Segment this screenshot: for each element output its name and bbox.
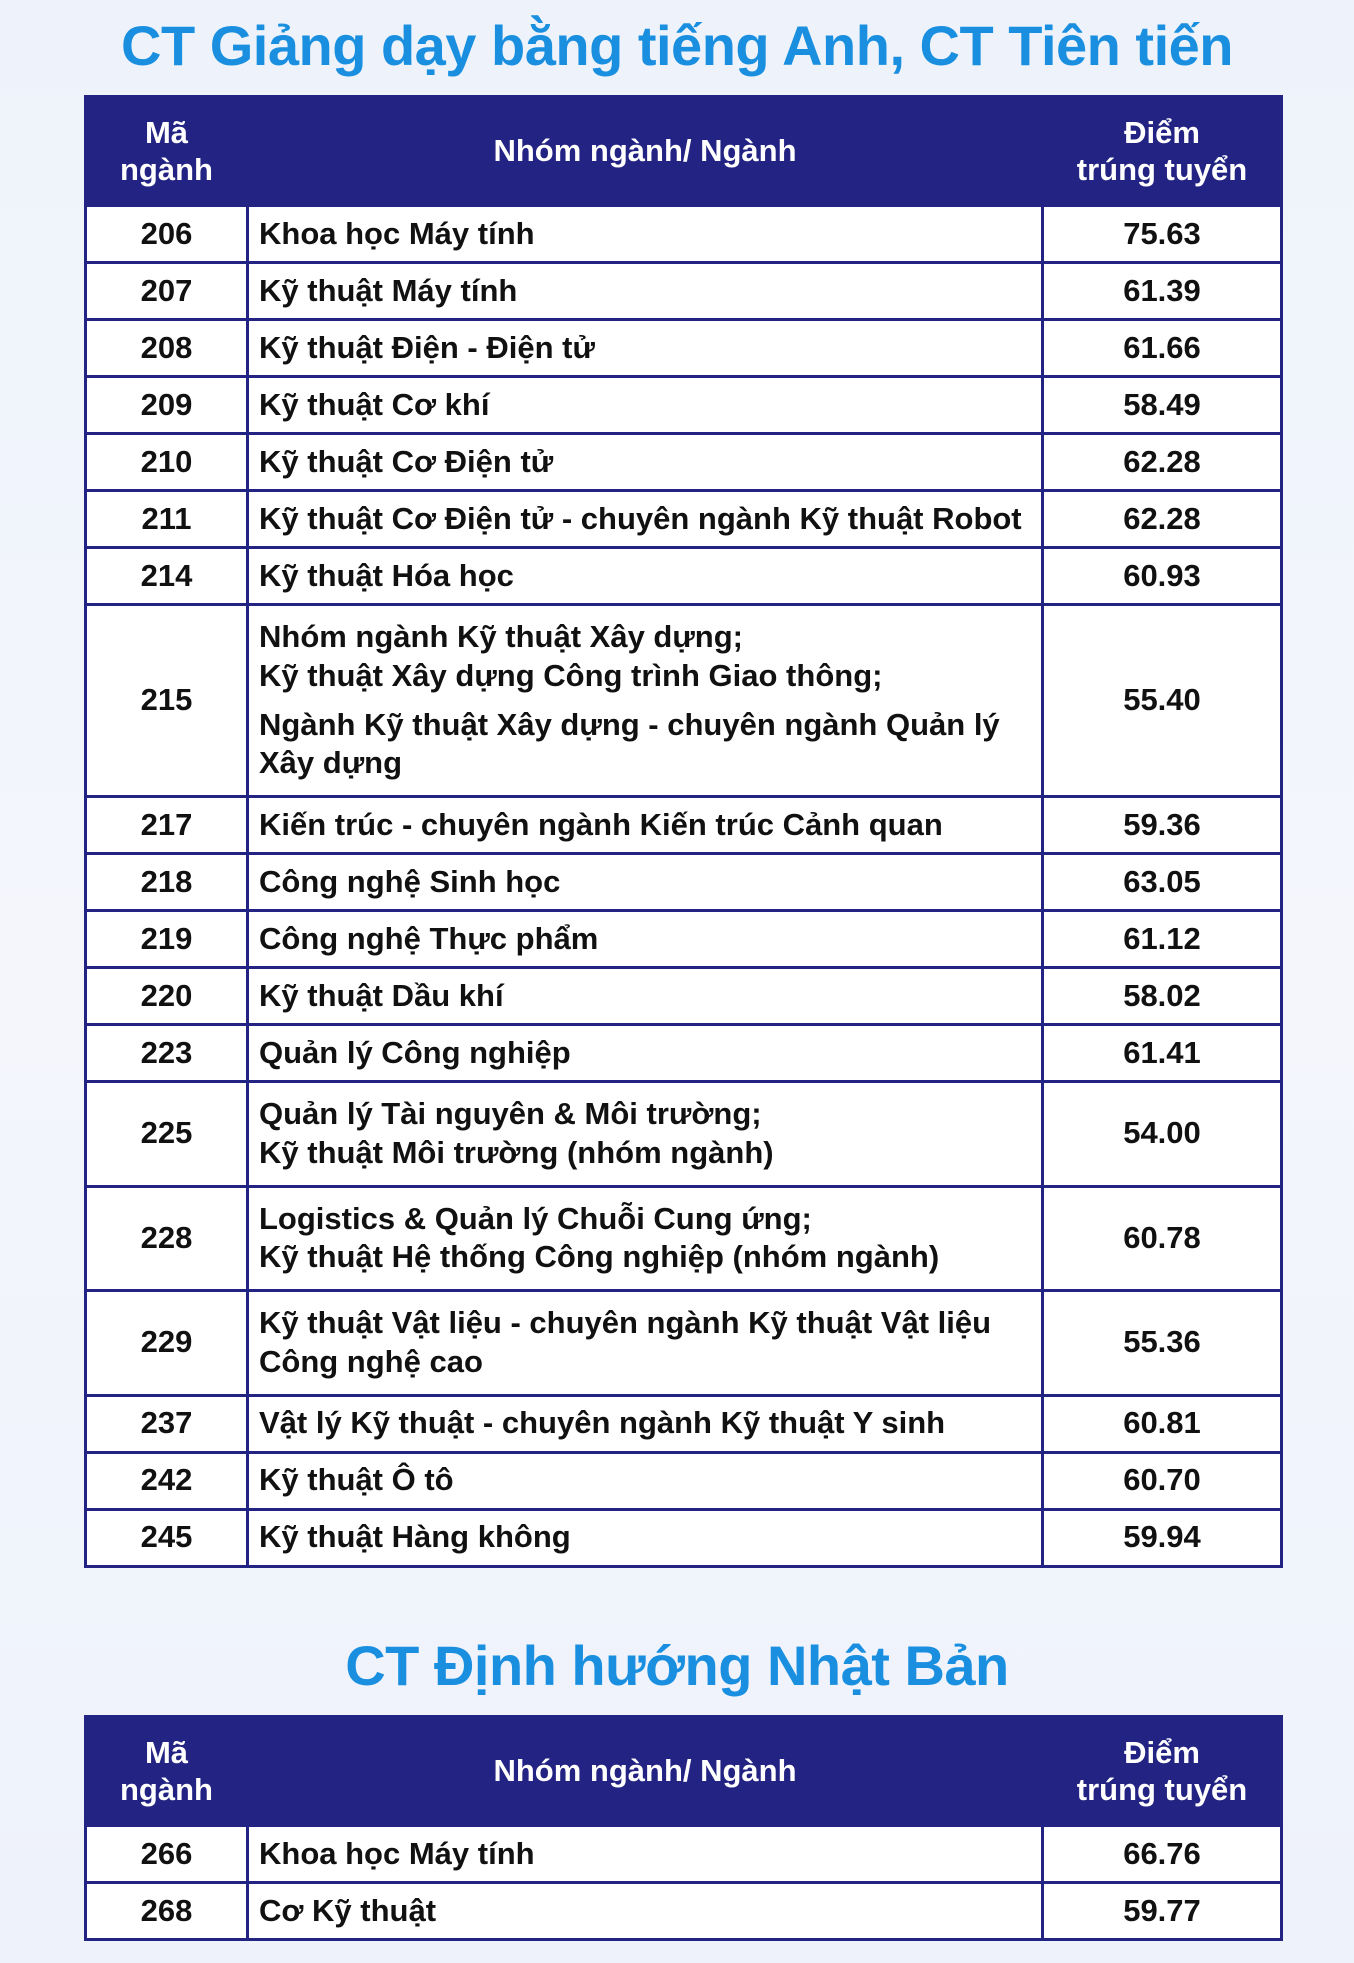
major-code: 211 bbox=[86, 491, 248, 548]
major-code: 214 bbox=[86, 548, 248, 605]
major-code: 209 bbox=[86, 377, 248, 434]
major-code: 223 bbox=[86, 1025, 248, 1082]
major-name-line: Công nghệ Thực phẩm bbox=[259, 920, 599, 956]
major-name bbox=[248, 1025, 1043, 1082]
major-name-line: Công nghệ cao bbox=[259, 1343, 483, 1379]
major-name bbox=[248, 1291, 1043, 1396]
major-name bbox=[248, 1395, 1043, 1452]
table-row bbox=[86, 206, 1282, 263]
header-score: Điểm trúng tuyển bbox=[1043, 1717, 1282, 1826]
table-row bbox=[86, 1291, 1282, 1396]
major-name-line: Kỹ thuật Vật liệu - chuyên ngành Kỹ thuật Vật liệu bbox=[259, 1305, 992, 1340]
major-name-line: Ngành Kỹ thuật Xây dựng - chuyên ngành Quản lý bbox=[259, 706, 1000, 742]
major-name bbox=[248, 854, 1043, 911]
table-header-row bbox=[86, 97, 1282, 206]
admission-score: 61.12 bbox=[1043, 911, 1282, 968]
admission-score: 61.66 bbox=[1043, 320, 1282, 377]
major-name-line: Quản lý Công nghiệp bbox=[259, 1034, 571, 1070]
major-name-line: Kỹ thuật Máy tính bbox=[259, 272, 518, 308]
header-score: Điểm trúng tuyển bbox=[1043, 97, 1282, 206]
major-name-line: Vật lý Kỹ thuật - chuyên ngành Kỹ thuật Y sinh bbox=[259, 1405, 946, 1441]
admission-score: 60.93 bbox=[1043, 548, 1282, 605]
admission-score: 62.28 bbox=[1043, 434, 1282, 491]
major-name bbox=[248, 206, 1043, 263]
table-row bbox=[86, 1186, 1282, 1291]
table-row bbox=[86, 1883, 1282, 1940]
admission-score: 59.77 bbox=[1043, 1883, 1282, 1940]
admission-score: 60.81 bbox=[1043, 1395, 1282, 1452]
admission-score: 54.00 bbox=[1043, 1082, 1282, 1187]
section-title-japan-oriented: CT Định hướng Nhật Bản bbox=[345, 1634, 1009, 1697]
table-row bbox=[86, 263, 1282, 320]
major-code: 242 bbox=[86, 1452, 248, 1509]
major-name-line: Nhóm ngành Kỹ thuật Xây dựng; bbox=[259, 619, 743, 654]
major-name bbox=[248, 1082, 1043, 1187]
table-body bbox=[86, 206, 1282, 1567]
major-code: 225 bbox=[86, 1082, 248, 1187]
table-header-row bbox=[86, 1717, 1282, 1826]
major-name-line: Kỹ thuật Cơ Điện tử bbox=[259, 443, 554, 479]
table-row bbox=[86, 968, 1282, 1025]
major-code: 206 bbox=[86, 206, 248, 263]
header-code: Mã ngành bbox=[86, 97, 248, 206]
major-name bbox=[248, 377, 1043, 434]
major-name-line: Khoa học Máy tính bbox=[259, 1835, 535, 1871]
table-row bbox=[86, 1395, 1282, 1452]
header-major: Nhóm ngành/ Ngành bbox=[248, 97, 1043, 206]
major-code: 218 bbox=[86, 854, 248, 911]
table-row bbox=[86, 1826, 1282, 1883]
major-name-line: Kỹ thuật Dầu khí bbox=[259, 977, 504, 1013]
major-code: 219 bbox=[86, 911, 248, 968]
major-name-line: Kỹ thuật Hàng không bbox=[259, 1519, 571, 1555]
major-name-line: Xây dựng bbox=[259, 745, 403, 781]
admission-score: 66.76 bbox=[1043, 1826, 1282, 1883]
admission-score: 60.78 bbox=[1043, 1186, 1282, 1291]
major-name-line: Kỹ thuật Cơ khí bbox=[259, 386, 490, 422]
table-row bbox=[86, 1452, 1282, 1509]
table-row bbox=[86, 605, 1282, 797]
table-row bbox=[86, 854, 1282, 911]
major-name bbox=[248, 911, 1043, 968]
admission-score: 55.36 bbox=[1043, 1291, 1282, 1396]
major-code: 228 bbox=[86, 1186, 248, 1291]
admission-scores-table-advanced bbox=[84, 95, 1283, 1568]
major-name-line: Kỹ thuật Hóa học bbox=[259, 557, 514, 593]
major-code: 266 bbox=[86, 1826, 248, 1883]
admission-score: 62.28 bbox=[1043, 491, 1282, 548]
major-code: 208 bbox=[86, 320, 248, 377]
major-name bbox=[248, 605, 1043, 797]
major-name-line: Kiến trúc - chuyên ngành Kiến trúc Cảnh quan bbox=[259, 806, 943, 842]
major-code: 237 bbox=[86, 1395, 248, 1452]
header-code: Mã ngành bbox=[86, 1717, 248, 1826]
major-name-line: Kỹ thuật Điện - Điện tử bbox=[259, 329, 595, 365]
major-code: 210 bbox=[86, 434, 248, 491]
major-code: 220 bbox=[86, 968, 248, 1025]
table-row bbox=[86, 911, 1282, 968]
major-name bbox=[248, 1509, 1043, 1566]
major-name bbox=[248, 491, 1043, 548]
major-code: 217 bbox=[86, 797, 248, 854]
major-name-line: Kỹ thuật Ô tô bbox=[259, 1462, 454, 1498]
admission-score: 55.40 bbox=[1043, 605, 1282, 797]
admission-score: 61.39 bbox=[1043, 263, 1282, 320]
table-row bbox=[86, 377, 1282, 434]
major-name bbox=[248, 434, 1043, 491]
major-code: 229 bbox=[86, 1291, 248, 1396]
admission-scores-table-japan bbox=[84, 1715, 1283, 1941]
major-code: 245 bbox=[86, 1509, 248, 1566]
major-name bbox=[248, 1186, 1043, 1291]
header-major: Nhóm ngành/ Ngành bbox=[248, 1717, 1043, 1826]
table-row bbox=[86, 1025, 1282, 1082]
major-name-line: Kỹ thuật Hệ thống Công nghiệp (nhóm ngành) bbox=[259, 1239, 940, 1275]
section-title-advanced-programs: CT Giảng dạy bằng tiếng Anh, CT Tiên tiến bbox=[121, 14, 1233, 77]
major-name bbox=[248, 263, 1043, 320]
table-row bbox=[86, 797, 1282, 854]
table-body bbox=[86, 1826, 1282, 1940]
major-name bbox=[248, 797, 1043, 854]
table-row bbox=[86, 491, 1282, 548]
major-name-line: Quản lý Tài nguyên & Môi trường; bbox=[259, 1096, 762, 1131]
major-name bbox=[248, 968, 1043, 1025]
major-name bbox=[248, 1452, 1043, 1509]
admission-score: 75.63 bbox=[1043, 206, 1282, 263]
table-row bbox=[86, 1082, 1282, 1187]
admission-score: 61.41 bbox=[1043, 1025, 1282, 1082]
table-row bbox=[86, 548, 1282, 605]
admission-score: 58.49 bbox=[1043, 377, 1282, 434]
major-name-line: Kỹ thuật Môi trường (nhóm ngành) bbox=[259, 1134, 774, 1170]
major-code: 207 bbox=[86, 263, 248, 320]
major-name-line: Công nghệ Sinh học bbox=[259, 863, 561, 899]
admission-score: 59.94 bbox=[1043, 1509, 1282, 1566]
major-name-line: Logistics & Quản lý Chuỗi Cung ứng; bbox=[259, 1200, 812, 1236]
major-name bbox=[248, 1883, 1043, 1940]
table-row bbox=[86, 320, 1282, 377]
major-name-line: Kỹ thuật Cơ Điện tử - chuyên ngành Kỹ thuật Robot bbox=[259, 500, 1022, 536]
table-row bbox=[86, 1509, 1282, 1566]
admission-score: 58.02 bbox=[1043, 968, 1282, 1025]
table-row bbox=[86, 434, 1282, 491]
major-name bbox=[248, 320, 1043, 377]
major-name bbox=[248, 548, 1043, 605]
major-code: 268 bbox=[86, 1883, 248, 1940]
major-name-line: Kỹ thuật Xây dựng Công trình Giao thông; bbox=[259, 657, 883, 693]
admission-score: 63.05 bbox=[1043, 854, 1282, 911]
major-code: 215 bbox=[86, 605, 248, 797]
major-name-line: Khoa học Máy tính bbox=[259, 215, 535, 251]
admission-score: 60.70 bbox=[1043, 1452, 1282, 1509]
admission-score: 59.36 bbox=[1043, 797, 1282, 854]
major-name-line: Cơ Kỹ thuật bbox=[259, 1892, 437, 1928]
major-name bbox=[248, 1826, 1043, 1883]
